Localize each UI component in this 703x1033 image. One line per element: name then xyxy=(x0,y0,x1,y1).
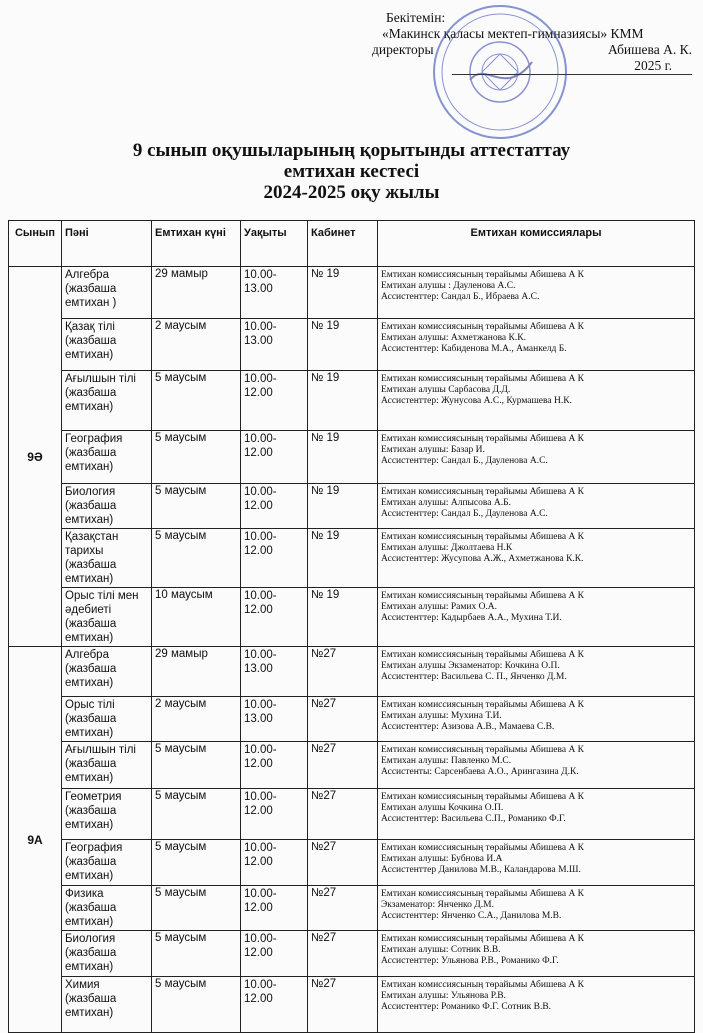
commission-line: Ассистенттер: Ульянова Р.В., Романико Ф.Г. xyxy=(381,956,559,966)
commission-line: Емтихан комиссиясының төрайымы Абишева А К xyxy=(381,934,585,944)
commission-cell xyxy=(378,431,695,484)
subject-cell: Қазақстан тарихы (жазбаша емтихан) xyxy=(62,529,152,588)
commission-line: Емтихан алушы: Ульянова Р.В. xyxy=(381,991,506,1001)
time-cell: 10.00-12.00 xyxy=(241,789,308,840)
room-cell: №27 xyxy=(308,742,378,789)
date-cell: 5 маусым xyxy=(152,529,241,588)
commission-cell xyxy=(378,529,695,588)
commission-line: Емтихан алушы: Ахметжанова К.К. xyxy=(381,333,526,343)
table-row xyxy=(9,529,695,588)
header-exam-date: Емтихан күні xyxy=(152,221,241,267)
time-cell: 10.00-13.00 xyxy=(241,267,308,319)
commission-line: Емтихан алушы: Джолтаева Н.К xyxy=(381,543,513,553)
table-row xyxy=(9,588,695,647)
commission-line: Ассистенттер: Васильева С. П., Янченко Д.М. xyxy=(381,672,567,682)
date-cell: 29 мамыр xyxy=(152,267,241,319)
room-cell: № 19 xyxy=(308,371,378,431)
room-cell: № 19 xyxy=(308,267,378,319)
commission-cell xyxy=(378,371,695,431)
subject-cell: Физика (жазбаша емтихан) xyxy=(62,886,152,931)
subject-cell: Геометрия (жазбаша емтихан) xyxy=(62,789,152,840)
commission-cell xyxy=(378,742,695,789)
commission-cell xyxy=(378,319,695,371)
commission-cell xyxy=(378,789,695,840)
room-cell: № 19 xyxy=(308,529,378,588)
commission-line: Емтихан комиссиясының төрайымы Абишева А К xyxy=(381,374,585,384)
table-row xyxy=(9,267,695,319)
approval-organization: «Макинск қаласы мектеп-гимназиясы» КММ xyxy=(382,26,644,41)
header-room: Кабинет xyxy=(308,221,378,267)
commission-cell xyxy=(378,267,695,319)
commission-line: Емтихан комиссиясының төрайымы Абишева А К xyxy=(381,532,585,542)
date-cell: 5 маусым xyxy=(152,789,241,840)
commission-line: Ассистенттер: Васильева С.П., Романико Ф.Г. xyxy=(381,814,566,824)
time-cell: 10.00-12.00 xyxy=(241,484,308,529)
date-cell: 5 маусым xyxy=(152,886,241,931)
date-cell: 2 маусым xyxy=(152,697,241,742)
commission-line: Емтихан комиссиясының төрайымы Абишева А К xyxy=(381,591,585,601)
subject-cell: Орыс тілі мен әдебиеті (жазбаша емтихан) xyxy=(62,588,152,647)
commission-line: Емтихан алушы: Павленко М.С. xyxy=(381,756,512,766)
room-cell: №27 xyxy=(308,977,378,1033)
date-cell: 5 маусым xyxy=(152,840,241,886)
subject-cell: Орыс тілі (жазбаша емтихан) xyxy=(62,697,152,742)
commission-line: Ассистенттер: Романико Ф.Г. Сотник В.В. xyxy=(381,1002,552,1012)
document-title xyxy=(0,140,703,203)
exam-schedule-table xyxy=(8,220,695,1033)
date-cell: 5 маусым xyxy=(152,742,241,789)
time-cell: 10.00-12.00 xyxy=(241,840,308,886)
time-cell: 10.00-12.00 xyxy=(241,977,308,1033)
commission-line: Емтихан комиссиясының төрайымы Абишева А К xyxy=(381,434,585,444)
commission-line: Емтихан комиссиясының төрайымы Абишева А К xyxy=(381,843,585,853)
table-row xyxy=(9,647,695,697)
commission-line: Ассистенты: Сарсенбаева А.О., Арингазина Д.К. xyxy=(381,767,579,777)
approval-year: 2025 г. xyxy=(452,58,692,75)
table-header-row xyxy=(9,221,695,267)
time-cell: 10.00-12.00 xyxy=(241,371,308,431)
table-row xyxy=(9,886,695,931)
time-cell: 10.00-12.00 xyxy=(241,931,308,977)
header-commission: Емтихан комиссиялары xyxy=(378,221,695,267)
date-cell: 10 маусым xyxy=(152,588,241,647)
commission-line: Ассистенттер Данилова М.В., Каландарова М.Ш. xyxy=(381,865,581,875)
table-row xyxy=(9,371,695,431)
commission-line: Емтихан алушы : Дауленова А.С. xyxy=(381,281,516,291)
commission-line: Ассистенттер: Жусупова А.Ж., Ахметжанова К.К. xyxy=(381,554,584,564)
room-cell: №27 xyxy=(308,886,378,931)
subject-cell: Ағылшын тілі (жазбаша емтихан) xyxy=(62,371,152,431)
time-cell: 10.00-13.00 xyxy=(241,697,308,742)
room-cell: №27 xyxy=(308,647,378,697)
title-line-3: 2024-2025 оқу жылы xyxy=(263,182,440,203)
commission-cell xyxy=(378,484,695,529)
commission-line: Емтихан комиссиясының төрайымы Абишева А К xyxy=(381,487,585,497)
time-cell: 10.00-12.00 xyxy=(241,742,308,789)
time-cell: 10.00-12.00 xyxy=(241,588,308,647)
table-row xyxy=(9,484,695,529)
commission-line: Емтихан алушы: Рамих О.А. xyxy=(381,602,498,612)
commission-line: Ассистенттер: Сандал Б., Дауленова А.С. xyxy=(381,456,548,466)
table-row xyxy=(9,840,695,886)
commission-cell xyxy=(378,977,695,1033)
room-cell: №27 xyxy=(308,840,378,886)
header-time: Уақыты xyxy=(241,221,308,267)
commission-line: Ассистенттер: Кабиденова М.А., Аманкелд Б. xyxy=(381,344,567,354)
time-cell: 10.00-13.00 xyxy=(241,647,308,697)
room-cell: № 19 xyxy=(308,484,378,529)
commission-line: Емтихан комиссиясының төрайымы Абишева А К xyxy=(381,700,585,710)
class-cell: 9А xyxy=(9,647,62,1033)
approval-director-name: Абишева А. К. xyxy=(608,42,692,57)
subject-cell: Биология (жазбаша емтихан) xyxy=(62,484,152,529)
commission-cell xyxy=(378,931,695,977)
date-cell: 5 маусым xyxy=(152,931,241,977)
commission-line: Емтихан комиссиясының төрайымы Абишева А К xyxy=(381,889,585,899)
commission-line: Емтихан алушы: Мухина Т.И. xyxy=(381,711,502,721)
header-class: Сынып xyxy=(9,221,62,267)
commission-line: Емтихан комиссиясының төрайымы Абишева А К xyxy=(381,270,585,280)
time-cell: 10.00-12.00 xyxy=(241,886,308,931)
class-cell: 9Ә xyxy=(9,267,62,647)
subject-cell: Химия (жазбаша емтихан) xyxy=(62,977,152,1033)
time-cell: 10.00-12.00 xyxy=(241,431,308,484)
table-row xyxy=(9,431,695,484)
commission-line: Экзаменатор: Янченко Д.М. xyxy=(381,900,494,910)
commission-line: Ассистенттер: Азизова А.В., Мамаева С.В. xyxy=(381,722,555,732)
subject-cell: География (жазбаша емтихан) xyxy=(62,840,152,886)
subject-cell: Қазақ тілі (жазбаша емтихан) xyxy=(62,319,152,371)
commission-cell xyxy=(378,647,695,697)
subject-cell: Алгебра (жазбаша емтихан) xyxy=(62,647,152,697)
room-cell: №27 xyxy=(308,789,378,840)
table-row xyxy=(9,742,695,789)
table-row xyxy=(9,931,695,977)
commission-cell xyxy=(378,886,695,931)
title-line-2: емтихан кестесі xyxy=(283,161,420,182)
table-row xyxy=(9,319,695,371)
official-stamp-seal xyxy=(430,2,570,142)
room-cell: № 19 xyxy=(308,319,378,371)
commission-line: Емтихан алушы: Бубнова И.А xyxy=(381,854,503,864)
table-row xyxy=(9,697,695,742)
commission-line: Емтихан комиссиясының төрайымы Абишева А К xyxy=(381,980,585,990)
title-line-1: 9 сынып оқушыларының қорытынды аттестаттау xyxy=(132,140,571,161)
commission-line: Ассистенттер: Жунусова А.С., Курмашева Н.К. xyxy=(381,396,572,406)
subject-cell: Алгебра (жазбаша емтихан ) xyxy=(62,267,152,319)
commission-line: Емтихан комиссиясының төрайымы Абишева А К xyxy=(381,792,585,802)
date-cell: 5 маусым xyxy=(152,977,241,1033)
commission-line: Емтихан алушы Кочкина О.П. xyxy=(381,803,504,813)
commission-line: Емтихан комиссиясының төрайымы Абишева А К xyxy=(381,650,585,660)
commission-line: Емтихан алушы: Сотник В.В. xyxy=(381,945,501,955)
commission-line: Емтихан комиссиясының төрайымы Абишева А К xyxy=(381,745,585,755)
room-cell: № 19 xyxy=(308,588,378,647)
date-cell: 5 маусым xyxy=(152,371,241,431)
time-cell: 10.00-13.00 xyxy=(241,319,308,371)
table-row xyxy=(9,977,695,1033)
commission-line: Ассистенттер: Сандал Б., Ибраева А.С. xyxy=(381,292,540,302)
approval-director-label: директоры xyxy=(372,42,434,57)
room-cell: №27 xyxy=(308,931,378,977)
table-row xyxy=(9,789,695,840)
date-cell: 5 маусым xyxy=(152,431,241,484)
commission-line: Ассистенттер: Янченко С.А., Данилова М.В. xyxy=(381,911,562,921)
date-cell: 2 маусым xyxy=(152,319,241,371)
commission-line: Ассистенттер: Сандал Б., Дауленова А.С. xyxy=(381,509,548,519)
date-cell: 5 маусым xyxy=(152,484,241,529)
commission-cell xyxy=(378,840,695,886)
commission-line: Емтихан комиссиясының төрайымы Абишева А К xyxy=(381,322,585,332)
commission-line: Емтихан алушы: Базар И. xyxy=(381,445,485,455)
approval-label: Бекітемін: xyxy=(386,10,446,25)
subject-cell: Ағылшын тілі (жазбаша емтихан) xyxy=(62,742,152,789)
time-cell: 10.00-12.00 xyxy=(241,529,308,588)
subject-cell: География (жазбаша емтихан) xyxy=(62,431,152,484)
subject-cell: Биология (жазбаша емтихан) xyxy=(62,931,152,977)
date-cell: 29 мамыр xyxy=(152,647,241,697)
commission-line: Емтихан алушы Сарбасова Д.Д. xyxy=(381,385,511,395)
commission-cell xyxy=(378,697,695,742)
commission-line: Ассистенттер: Кадырбаев А.А., Мухина Т.И. xyxy=(381,613,562,623)
room-cell: №27 xyxy=(308,697,378,742)
commission-line: Емтихан алушы: Алпысова А.Б. xyxy=(381,498,511,508)
commission-cell xyxy=(378,588,695,647)
room-cell: № 19 xyxy=(308,431,378,484)
header-subject: Пәні xyxy=(62,221,152,267)
commission-line: Емтихан алушы Экзаменатор: Кочкина О.П. xyxy=(381,661,560,671)
